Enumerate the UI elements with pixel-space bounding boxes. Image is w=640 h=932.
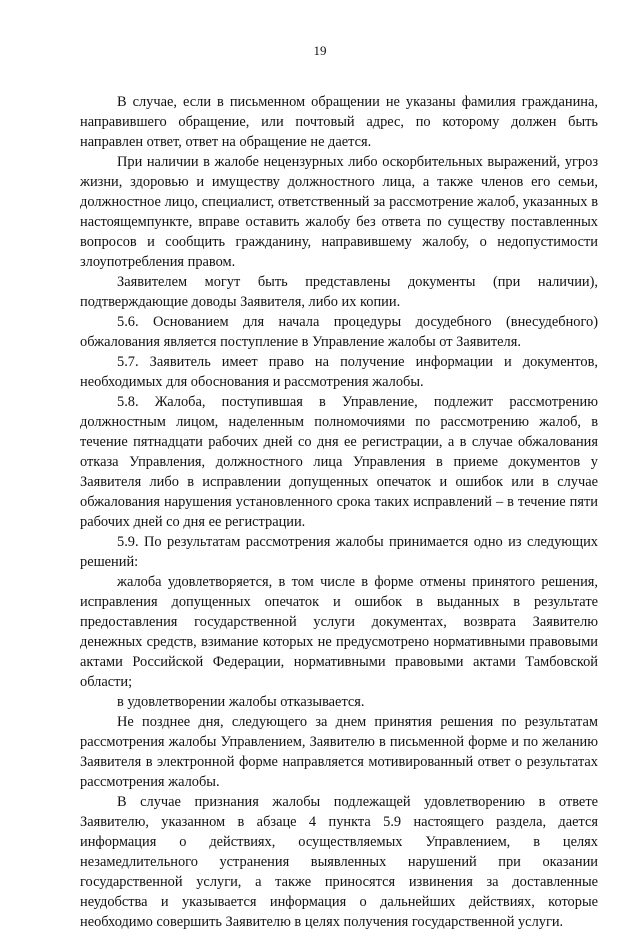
paragraph-offensive-language: При наличии в жалобе нецензурных либо оскорбительных выражений, угроз жизни, здоровью и имуществу должностного лица, а также членов его семьи, должностное лицо, специалист, ответственный за рассмотрение жалоб, указанных в настоящемпункте, вправе оставить жалобу без ответа по существу поставленных вопросов и сообщить гражданину, направившему жалобу, о недопустимости злоупотребления правом. [80,154,598,270]
paragraph-complaint-rejected: в удовлетворении жалобы отказывается. [117,694,365,710]
paragraph-missing-address: В случае, если в письменном обращении не указаны фамилия гражданина, направившего обращение, или почтовый адрес, по которому должен быть направлен ответ, ответ на обращение не дается. [80,94,598,150]
paragraph-section-5-7: 5.7. Заявитель имеет право на получение информации и документов, необходимых для обоснования и рассмотрения жалобы. [80,354,598,390]
paragraph-supporting-documents: Заявителем могут быть представлены документы (при наличии), подтверждающие доводы Заявителя, либо их копии. [80,274,598,310]
paragraph-complaint-satisfied: жалоба удовлетворяется, в том числе в форме отмены принятого решения, исправления допущенных опечаток и ошибок в выданных в результате предоставления государственной услуги документах, возврата Заявителю денежных средств, взимание которых не предусмотрено нормативными правовыми актами Российской Федерации, нормативными правовыми актами Тамбовской области; [80,574,598,690]
paragraph-response-deadline: Не позднее дня, следующего за днем принятия решения по результатам рассмотрения жалобы Управлением, Заявителю в письменной форме и по желанию Заявителя в электронной форме направляется мотивированный ответ о результатах рассмотрения жалобы. [80,714,598,790]
document-body [80,92,598,932]
paragraph-section-5-8: 5.8. Жалоба, поступившая в Управление, подлежит рассмотрению должностным лицом, наделенным полномочиями по рассмотрению жалоб, в течение пятнадцати рабочих дней со дня ее регистрации, а в случае обжалования отказа Управления, должностного лица Управления в приеме документов у Заявителя либо в исправлении допущенных опечаток и ошибок или в случае обжалования нарушения установленного срока таких исправлений – в течение пяти рабочих дней со дня ее регистрации. [80,394,598,530]
paragraph-complaint-upheld: В случае признания жалобы подлежащей удовлетворению в ответе Заявителю, указанном в абзаце 4 пункта 5.9 настоящего раздела, дается информация о действиях, осуществляемых Управлением, в целях незамедлительного устранения выявленных нарушений при оказании государственной услуги, а также приносятся извинения за доставленные неудобства и указывается информация о дальнейших действиях, которые необходимо совершить Заявителю в целях получения государственной услуги. [80,794,598,930]
page-number: 19 [313,43,327,58]
paragraph-section-5-9: 5.9. По результатам рассмотрения жалобы принимается одно из следующих решений: [80,534,598,570]
paragraph-section-5-6: 5.6. Основанием для начала процедуры досудебного (внесудебного) обжалования является поступление в Управление жалобы от Заявителя. [80,314,598,350]
